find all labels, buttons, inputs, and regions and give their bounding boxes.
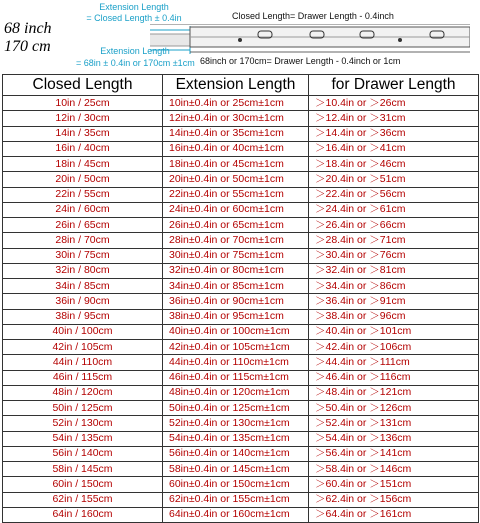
closed-length-cell: 22in / 55cm xyxy=(3,187,163,202)
ext-top-block xyxy=(80,2,188,24)
extension-length-cell: 26in±0.4in or 65cm±1cm xyxy=(163,218,309,233)
drawer-length-cell: ＞26.4in or ＞66cm xyxy=(309,218,479,233)
extension-length-cell: 44in±0.4in or 110cm±1cm xyxy=(163,355,309,370)
table-row xyxy=(3,462,479,477)
table-row xyxy=(3,309,479,324)
extension-length-cell: 64in±0.4in or 160cm±1cm xyxy=(163,507,309,522)
extension-length-cell: 54in±0.4in or 135cm±1cm xyxy=(163,431,309,446)
size-inch-label: 68 inch xyxy=(4,20,52,37)
drawer-length-cell: ＞32.4in or ＞81cm xyxy=(309,263,479,278)
closed-length-cell: 42in / 105cm xyxy=(3,340,163,355)
drawer-length-cell: ＞38.4in or ＞96cm xyxy=(309,309,479,324)
extension-length-cell: 18in±0.4in or 45cm±1cm xyxy=(163,157,309,172)
table-row xyxy=(3,248,479,263)
col-extension-length: Extension Length xyxy=(163,75,309,96)
table-row xyxy=(3,324,479,339)
table-row xyxy=(3,96,479,111)
closed-length-cell: 24in / 60cm xyxy=(3,202,163,217)
drawer-length-cell: ＞46.4in or ＞116cm xyxy=(309,370,479,385)
drawer-length-cell: ＞52.4in or ＞131cm xyxy=(309,416,479,431)
closed-length-cell: 36in / 90cm xyxy=(3,294,163,309)
closed-length-cell: 34in / 85cm xyxy=(3,279,163,294)
extension-length-cell: 62in±0.4in or 155cm±1cm xyxy=(163,492,309,507)
table-row xyxy=(3,385,479,400)
closed-length-cell: 60in / 150cm xyxy=(3,477,163,492)
extension-length-cell: 22in±0.4in or 55cm±1cm xyxy=(163,187,309,202)
closed-length-cell: 52in / 130cm xyxy=(3,416,163,431)
extension-length-cell: 36in±0.4in or 90cm±1cm xyxy=(163,294,309,309)
table-row xyxy=(3,218,479,233)
table-row xyxy=(3,263,479,278)
closed-length-cell: 28in / 70cm xyxy=(3,233,163,248)
closed-length-cell: 12in / 30cm xyxy=(3,111,163,126)
closed-length-cell: 16in / 40cm xyxy=(3,141,163,156)
table-row xyxy=(3,416,479,431)
drawer-length-cell: ＞16.4in or ＞41cm xyxy=(309,141,479,156)
table-row xyxy=(3,294,479,309)
drawer-length-cell: ＞20.4in or ＞51cm xyxy=(309,172,479,187)
drawer-length-cell: ＞56.4in or ＞141cm xyxy=(309,446,479,461)
closed-formula: Closed Length= Drawer Length - 0.4inch xyxy=(232,11,394,21)
ext-top-formula: = Closed Length ± 0.4in xyxy=(86,13,182,23)
drawer-length-cell: ＞34.4in or ＞86cm xyxy=(309,279,479,294)
closed-length-cell: 64in / 160cm xyxy=(3,507,163,522)
drawer-length-cell: ＞54.4in or ＞136cm xyxy=(309,431,479,446)
drawer-length-cell: ＞30.4in or ＞76cm xyxy=(309,248,479,263)
table-row xyxy=(3,157,479,172)
extension-length-cell: 50in±0.4in or 125cm±1cm xyxy=(163,401,309,416)
drawer-length-cell: ＞18.4in or ＞46cm xyxy=(309,157,479,172)
table-row xyxy=(3,111,479,126)
drawer-length-cell: ＞24.4in or ＞61cm xyxy=(309,202,479,217)
extension-length-cell: 42in±0.4in or 105cm±1cm xyxy=(163,340,309,355)
drawer-length-cell: ＞58.4in or ＞146cm xyxy=(309,462,479,477)
extension-length-cell: 40in±0.4in or 100cm±1cm xyxy=(163,324,309,339)
table-row xyxy=(3,126,479,141)
table-row xyxy=(3,446,479,461)
ext-mid-formula: = 68in ± 0.4in or 170cm ±1cm xyxy=(76,58,195,68)
table-row xyxy=(3,507,479,522)
extension-length-cell: 20in±0.4in or 50cm±1cm xyxy=(163,172,309,187)
table-header-row xyxy=(3,75,479,96)
closed-length-cell: 48in / 120cm xyxy=(3,385,163,400)
drawer-length-cell: ＞48.4in or ＞121cm xyxy=(309,385,479,400)
extension-length-cell: 38in±0.4in or 95cm±1cm xyxy=(163,309,309,324)
ext-mid-title: Extension Length xyxy=(100,46,170,56)
header-illustration xyxy=(0,0,480,72)
col-closed-length: Closed Length xyxy=(3,75,163,96)
extension-length-cell: 32in±0.4in or 80cm±1cm xyxy=(163,263,309,278)
closed-length-cell: 30in / 75cm xyxy=(3,248,163,263)
closed-length-cell: 54in / 135cm xyxy=(3,431,163,446)
drawer-length-cell: ＞42.4in or ＞106cm xyxy=(309,340,479,355)
closed-length-cell: 56in / 140cm xyxy=(3,446,163,461)
closed-length-cell: 44in / 110cm xyxy=(3,355,163,370)
drawer-length-cell: ＞28.4in or ＞71cm xyxy=(309,233,479,248)
drawer-length-cell: ＞36.4in or ＞91cm xyxy=(309,294,479,309)
extension-length-cell: 46in±0.4in or 115cm±1cm xyxy=(163,370,309,385)
closed-length-cell: 40in / 100cm xyxy=(3,324,163,339)
closed-length-cell: 20in / 50cm xyxy=(3,172,163,187)
closed-length-cell: 26in / 65cm xyxy=(3,218,163,233)
table-row xyxy=(3,340,479,355)
extension-length-cell: 30in±0.4in or 75cm±1cm xyxy=(163,248,309,263)
table-row xyxy=(3,172,479,187)
extension-length-cell: 56in±0.4in or 140cm±1cm xyxy=(163,446,309,461)
closed-length-cell: 32in / 80cm xyxy=(3,263,163,278)
length-table xyxy=(2,74,479,523)
extension-length-cell: 14in±0.4in or 35cm±1cm xyxy=(163,126,309,141)
table-row xyxy=(3,279,479,294)
drawer-slide-icon xyxy=(150,24,470,54)
closed-length-cell: 58in / 145cm xyxy=(3,462,163,477)
closed-length-cell: 50in / 125cm xyxy=(3,401,163,416)
drawer-length-cell: ＞64.4in or ＞161cm xyxy=(309,507,479,522)
extension-length-cell: 34in±0.4in or 85cm±1cm xyxy=(163,279,309,294)
table-row xyxy=(3,477,479,492)
drawer-length-cell: ＞60.4in or ＞151cm xyxy=(309,477,479,492)
extension-length-cell: 10in±0.4in or 25cm±1cm xyxy=(163,96,309,111)
drawer-length-cell: ＞22.4in or ＞56cm xyxy=(309,187,479,202)
table-row xyxy=(3,431,479,446)
table-body xyxy=(3,96,479,523)
closed-length-cell: 38in / 95cm xyxy=(3,309,163,324)
drawer-length-cell: ＞40.4in or ＞101cm xyxy=(309,324,479,339)
drawer-length-cell: ＞10.4in or ＞26cm xyxy=(309,96,479,111)
closed-length-cell: 14in / 35cm xyxy=(3,126,163,141)
drawer-length-cell: ＞62.4in or ＞156cm xyxy=(309,492,479,507)
extension-length-cell: 60in±0.4in or 150cm±1cm xyxy=(163,477,309,492)
extension-length-cell: 58in±0.4in or 145cm±1cm xyxy=(163,462,309,477)
extension-length-cell: 52in±0.4in or 130cm±1cm xyxy=(163,416,309,431)
table-row xyxy=(3,401,479,416)
size-cm-label: 170 cm xyxy=(4,38,51,55)
closed-length-cell: 62in / 155cm xyxy=(3,492,163,507)
closed-length-cell: 18in / 45cm xyxy=(3,157,163,172)
extension-length-cell: 48in±0.4in or 120cm±1cm xyxy=(163,385,309,400)
table-row xyxy=(3,202,479,217)
drawer-length-cell: ＞12.4in or ＞31cm xyxy=(309,111,479,126)
drawer-length-cell: ＞14.4in or ＞36cm xyxy=(309,126,479,141)
ext-top-title: Extension Length xyxy=(99,2,169,12)
drawer-length-cell: ＞44.4in or ＞111cm xyxy=(309,355,479,370)
bottom-formula: 68inch or 170cm= Drawer Length - 0.4inch or 1cm xyxy=(200,56,401,66)
table-row xyxy=(3,355,479,370)
table-row xyxy=(3,370,479,385)
drawer-length-cell: ＞50.4in or ＞126cm xyxy=(309,401,479,416)
closed-length-cell: 46in / 115cm xyxy=(3,370,163,385)
table-row xyxy=(3,187,479,202)
table-row xyxy=(3,141,479,156)
table-row xyxy=(3,492,479,507)
extension-length-cell: 12in±0.4in or 30cm±1cm xyxy=(163,111,309,126)
extension-length-cell: 16in±0.4in or 40cm±1cm xyxy=(163,141,309,156)
extension-length-cell: 24in±0.4in or 60cm±1cm xyxy=(163,202,309,217)
table-row xyxy=(3,233,479,248)
closed-length-cell: 10in / 25cm xyxy=(3,96,163,111)
col-drawer-length: for Drawer Length xyxy=(309,75,479,96)
extension-length-cell: 28in±0.4in or 70cm±1cm xyxy=(163,233,309,248)
